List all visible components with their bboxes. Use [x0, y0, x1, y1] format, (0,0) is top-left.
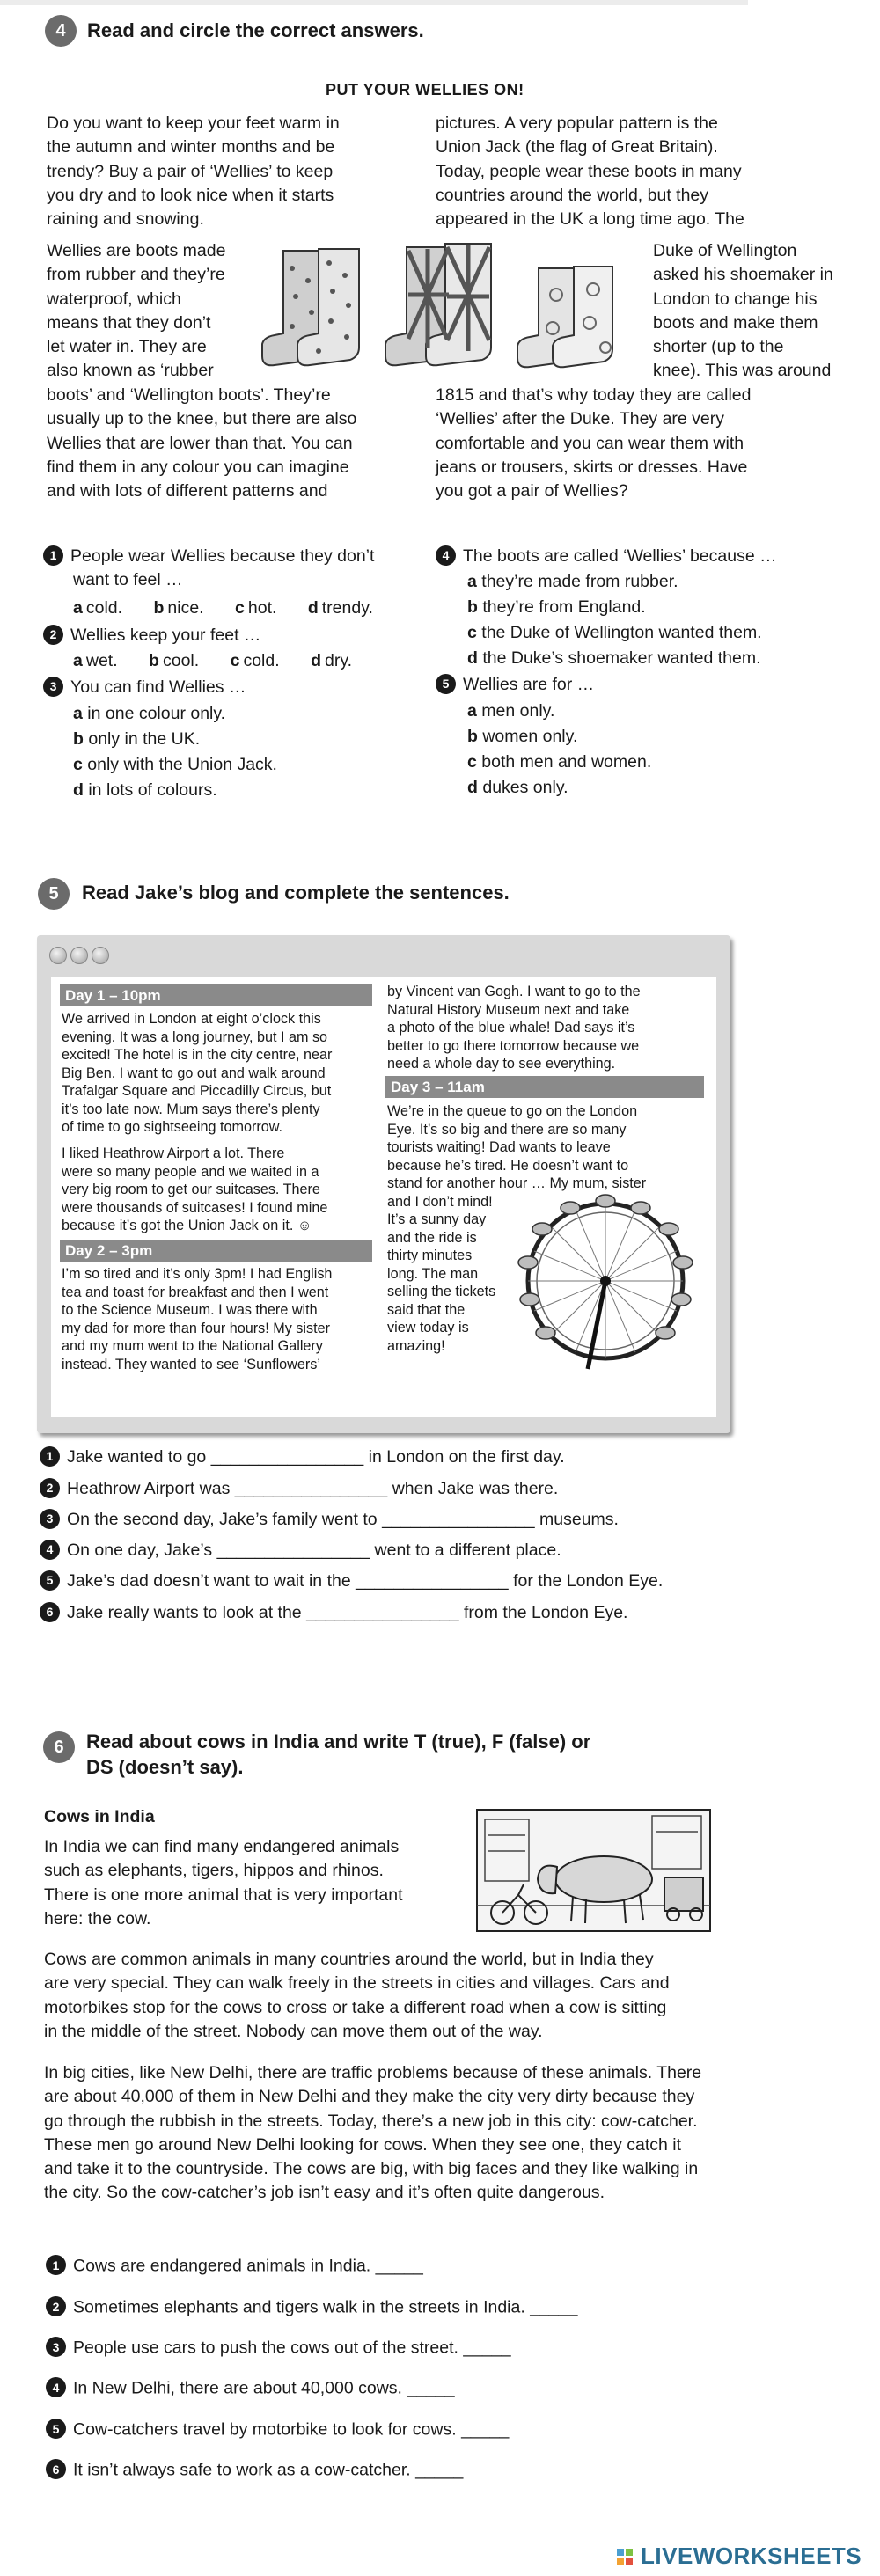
- q1-option-a[interactable]: a cold.: [73, 598, 123, 618]
- text-line: countries around the world, but they: [436, 185, 709, 205]
- statement-text: People use cars to push the cows out of the street.: [73, 2338, 458, 2358]
- day-3-narrow-text: [387, 1211, 495, 1355]
- text-line: thirty minutes: [387, 1248, 473, 1263]
- section-4-instruction: Read and circle the correct answers.: [87, 19, 424, 41]
- question-3-stem: You can find Wellies …: [70, 677, 246, 697]
- text-line: jeans or trousers, skirts or dresses. Have: [436, 457, 748, 477]
- q5-option-d[interactable]: d dukes only.: [467, 778, 568, 797]
- sentence-number: 3: [40, 1509, 60, 1529]
- text-line: I liked Heathrow Airport a lot. There: [62, 1145, 285, 1161]
- question-3-number: 3: [43, 677, 63, 697]
- wellies-left-bottom: [47, 384, 356, 503]
- text-line: trendy? Buy a pair of ‘Wellies’ to keep: [47, 161, 334, 181]
- question-3: [43, 676, 246, 699]
- sentence-number: 5: [40, 1570, 60, 1591]
- question-1-stem: People wear Wellies because they don’t: [70, 546, 375, 566]
- section-6-instruction-line-1: Read about cows in India and write T (true), F (false) or: [86, 1731, 591, 1753]
- blog-sentence-3: [40, 1508, 619, 1532]
- text-line: ‘Wellies’ after the Duke. They are very: [436, 409, 725, 429]
- statement-2: [46, 2296, 577, 2318]
- sentence-number: 4: [40, 1540, 60, 1560]
- day-3-label: Day 3 – 11am: [385, 1076, 704, 1098]
- text-line: and the ride is: [387, 1229, 477, 1246]
- text-line: you dry and to look nice when it starts: [47, 185, 334, 205]
- cows-article-title: Cows in India: [44, 1807, 155, 1826]
- day-2-label: Day 2 – 3pm: [60, 1240, 372, 1262]
- text-line: view today is: [387, 1320, 469, 1336]
- q4-option-c[interactable]: c the Duke of Wellington wanted them.: [467, 623, 762, 642]
- window-dot-3[interactable]: [92, 947, 109, 964]
- day-1-text-1: [62, 1010, 332, 1137]
- window-dot-1[interactable]: [49, 947, 67, 964]
- wellies-boots-illustration: [257, 242, 644, 383]
- text-line: amazing!: [387, 1337, 445, 1354]
- sentence-number: 6: [40, 1602, 60, 1622]
- text-line: were thousands of suitcases! I found mine: [62, 1199, 328, 1216]
- text-line: from rubber and they’re: [47, 265, 225, 285]
- text-line: need a whole day to see everything.: [387, 1056, 616, 1072]
- text-line: the autumn and winter months and be: [47, 137, 335, 157]
- cows-street-illustration: [476, 1809, 711, 1932]
- question-2-stem: Wellies keep your feet …: [70, 626, 261, 645]
- sentence-blank[interactable]: ________________: [306, 1603, 459, 1622]
- text-line: evening. It was a long journey, but I am so: [62, 1028, 328, 1045]
- sentence-after: for the London Eye.: [513, 1571, 664, 1591]
- question-4-stem: The boots are called ‘Wellies’ because …: [463, 546, 777, 566]
- q4-option-a[interactable]: a they’re made from rubber.: [467, 572, 678, 591]
- text-line: and take it to the countryside. The cows are big, with big faces and they like walking in: [44, 2159, 699, 2179]
- q1-option-c[interactable]: c hot.: [235, 598, 277, 618]
- question-1-number: 1: [43, 545, 63, 566]
- statement-number: 4: [46, 2377, 66, 2397]
- text-line: were so many people and we waited in a: [62, 1163, 319, 1180]
- statement-answer-blank[interactable]: _____: [461, 2419, 510, 2440]
- text-line: Trafalgar Square and Piccadilly Circus, but: [62, 1083, 332, 1099]
- text-line: my dad for more than four hours! My sister: [62, 1320, 330, 1336]
- text-line: raining and snowing.: [47, 209, 204, 230]
- text-line: also known as ‘rubber: [47, 361, 214, 381]
- sentence-before: Jake really wants to look at the: [67, 1603, 302, 1622]
- section-4-number: 4: [45, 15, 77, 47]
- q5-option-c[interactable]: c both men and women.: [467, 752, 652, 772]
- statement-text: Sometimes elephants and tigers walk in the streets in India.: [73, 2297, 525, 2317]
- text-line: Natural History Museum next and take: [387, 1001, 630, 1018]
- text-line: means that they don’t: [47, 312, 211, 333]
- sentence-blank[interactable]: ________________: [210, 1447, 364, 1467]
- text-line: go through the rubbish in the streets. Today, there’s a new job in this city: cow-catcher.: [44, 2111, 698, 2131]
- sentence-before: On the second day, Jake’s family went to: [67, 1510, 378, 1529]
- question-1-options: [73, 596, 400, 620]
- text-line: Big Ben. I want to go out and walk around: [62, 1065, 326, 1081]
- sentence-before: Jake wanted to go: [67, 1447, 207, 1467]
- header-top-strip: [0, 0, 748, 5]
- statement-5: [46, 2419, 509, 2441]
- statement-answer-blank[interactable]: _____: [407, 2378, 455, 2398]
- sentence-number: 1: [40, 1446, 60, 1467]
- sentence-blank[interactable]: ________________: [382, 1510, 535, 1529]
- blog-sentence-5: [40, 1570, 663, 1593]
- section-5-instruction: Read Jake’s blog and complete the sentences.: [82, 882, 510, 904]
- text-line: shorter (up to the: [653, 337, 784, 357]
- statement-answer-blank[interactable]: _____: [463, 2338, 511, 2358]
- text-line: Duke of Wellington: [653, 241, 797, 260]
- question-5-number: 5: [436, 674, 456, 694]
- sentence-blank[interactable]: ________________: [216, 1540, 370, 1560]
- wellies-left-mid: [47, 239, 225, 384]
- wellies-left-top: [47, 112, 340, 231]
- q2-option-a[interactable]: a wet.: [73, 651, 118, 670]
- q4-option-b[interactable]: b they’re from England.: [467, 597, 646, 617]
- text-line: the city. So the cow-catcher’s job isn’t easy and it’s often quite dangerous.: [44, 2183, 605, 2203]
- statement-text: Cows are endangered animals in India.: [73, 2256, 371, 2276]
- sentence-after: museums.: [539, 1510, 619, 1529]
- text-line: Today, people wear these boots in many: [436, 161, 742, 181]
- sentence-after: went to a different place.: [374, 1540, 561, 1560]
- text-line: find them in any colour you can imagine: [47, 457, 349, 477]
- footer-brand: LIVEWORKSHEETS: [641, 2543, 862, 2569]
- worksheet-logo-icon: [616, 2546, 637, 2567]
- statement-number: 2: [46, 2296, 66, 2316]
- text-line: of time to go sightseeing tomorrow.: [62, 1119, 283, 1135]
- wellies-right-bottom: [436, 384, 751, 503]
- text-line: It’s a sunny day: [387, 1211, 487, 1227]
- day-1-text-2: [62, 1145, 327, 1235]
- day-1-label: Day 1 – 10pm: [60, 984, 372, 1006]
- blog-sentence-4: [40, 1539, 561, 1562]
- wellies-right-mid: [653, 239, 833, 384]
- text-line: because he’s tired. He doesn’t want to: [387, 1157, 629, 1174]
- sentence-after: when Jake was there.: [392, 1479, 559, 1498]
- question-2-options: [73, 649, 378, 673]
- text-line: long. The man: [387, 1265, 479, 1282]
- statement-1: [46, 2255, 423, 2277]
- statement-answer-blank[interactable]: _____: [415, 2460, 464, 2480]
- text-line: by Vincent van Gogh. I want to go to the: [387, 984, 641, 999]
- q4-option-d[interactable]: d the Duke’s shoemaker wanted them.: [467, 648, 761, 668]
- statement-3: [46, 2337, 511, 2359]
- q1-option-d[interactable]: d trendy.: [307, 598, 373, 618]
- statement-number: 1: [46, 2255, 66, 2275]
- text-line: selling the tickets: [387, 1284, 496, 1299]
- q3-option-a[interactable]: a in one colour only.: [73, 704, 226, 723]
- q3-option-c[interactable]: c only with the Union Jack.: [73, 755, 277, 774]
- text-line: you got a pair of Wellies?: [436, 481, 628, 501]
- liveworksheets-logo[interactable]: [616, 2543, 862, 2570]
- blog-sentence-6: [40, 1601, 627, 1625]
- sentence-before: On one day, Jake’s: [67, 1540, 213, 1560]
- day-2-text: [62, 1265, 332, 1373]
- statement-answer-blank[interactable]: _____: [375, 2256, 423, 2276]
- blog-window: [37, 935, 730, 1433]
- q2-option-d[interactable]: d dry.: [311, 651, 353, 670]
- text-line: boots and make them: [653, 312, 818, 333]
- q2-option-b[interactable]: b cool.: [149, 651, 200, 670]
- section-5-number: 5: [38, 878, 70, 910]
- q5-option-a[interactable]: a men only.: [467, 701, 555, 721]
- statement-text: In New Delhi, there are about 40,000 cows.: [73, 2378, 402, 2398]
- text-line: excited! The hotel is in the city centre, near: [62, 1047, 333, 1063]
- statement-6: [46, 2459, 463, 2481]
- sentence-after: in London on the first day.: [368, 1447, 565, 1467]
- text-line: are very special. They can walk freely in the streets in cities and villages. Cars and: [44, 1973, 670, 1994]
- text-line: stand for another hour … My mum, sister: [387, 1175, 647, 1191]
- text-line: motorbikes stop for the cows to cross or take a different road when a cow is sitting: [44, 1997, 667, 2017]
- text-line: tourists waiting! Dad wants to leave: [387, 1139, 611, 1155]
- q2-option-c[interactable]: c cold.: [230, 651, 280, 670]
- wellies-right-top: [436, 112, 744, 231]
- statement-text: It isn’t always safe to work as a cow-catcher.: [73, 2460, 411, 2480]
- sentence-number: 2: [40, 1478, 60, 1498]
- question-2: [43, 624, 260, 648]
- text-line: Wellies that are lower than that. You can: [47, 433, 353, 453]
- question-4-number: 4: [436, 545, 456, 566]
- section-6-number: 6: [43, 1731, 75, 1763]
- statement-number: 6: [46, 2459, 66, 2479]
- q5-option-b[interactable]: b women only.: [467, 727, 578, 746]
- question-5: [436, 673, 594, 697]
- text-line: such as elephants, tigers, hippos and rhinos.: [44, 1861, 384, 1881]
- london-eye-illustration: [509, 1189, 702, 1373]
- q3-option-d[interactable]: d in lots of colours.: [73, 780, 217, 800]
- text-line: a photo of the blue whale! Dad says it’s: [387, 1020, 635, 1036]
- text-line: and I don’t mind!: [387, 1193, 493, 1210]
- sentence-before: Heathrow Airport was: [67, 1479, 231, 1498]
- text-line: tea and toast for breakfast and then I went: [62, 1284, 329, 1300]
- sentence-blank[interactable]: ________________: [356, 1571, 509, 1591]
- text-line: and my mum went to the National Gallery: [62, 1338, 323, 1354]
- text-line: and with lots of different patterns and: [47, 481, 328, 501]
- statement-text: Cow-catchers travel by motorbike to look for cows.: [73, 2419, 457, 2440]
- text-line: appeared in the UK a long time ago. The: [436, 209, 744, 230]
- text-line: pictures. A very popular pattern is the: [436, 113, 718, 133]
- statement-4: [46, 2377, 455, 2399]
- text-line: better to go there tomorrow because we: [387, 1037, 640, 1054]
- text-line: comfortable and you can wear them with: [436, 433, 744, 453]
- text-line: because it’s got the Union Jack on it. ☺: [62, 1218, 312, 1233]
- cows-paragraph-3: [44, 2061, 701, 2206]
- article-title-wellies: PUT YOUR WELLIES ON!: [326, 81, 524, 99]
- blog-sentence-2: [40, 1477, 558, 1501]
- q1-option-b[interactable]: b nice.: [153, 598, 204, 618]
- question-1-stem-cont: want to feel …: [73, 570, 183, 589]
- text-line: Do you want to keep your feet warm in: [47, 113, 340, 133]
- text-line: There is one more animal that is very important: [44, 1884, 403, 1905]
- text-line: to the Science Museum. I was there with: [62, 1302, 318, 1318]
- text-line: boots’ and ‘Wellington boots’. They’re: [47, 385, 331, 405]
- question-4: [436, 545, 777, 568]
- text-line: We arrived in London at eight o’clock this: [62, 1011, 321, 1027]
- text-line: These men go around New Delhi looking for cows. When they see one, they catch it: [44, 2134, 682, 2155]
- text-line: Union Jack (the flag of Great Britain).: [436, 137, 718, 157]
- text-line: said that the: [387, 1301, 466, 1318]
- text-line: it’s too late now. Mum says there’s plenty: [62, 1101, 320, 1117]
- text-line: very big room to get our suitcases. There: [62, 1182, 320, 1197]
- statement-number: 3: [46, 2337, 66, 2357]
- text-line: Wellies are boots made: [47, 241, 226, 260]
- text-line: in the middle of the street. Nobody can move them out of the way.: [44, 2021, 543, 2041]
- text-line: In India we can find many endangered animals: [44, 1837, 400, 1856]
- cows-paragraph-2: [44, 1948, 670, 2044]
- text-line: Cows are common animals in many countries around the world, but in India they: [44, 1950, 654, 1969]
- text-line: In big cities, like New Delhi, there are traffic problems because of these animals. There: [44, 2063, 702, 2082]
- window-dot-2[interactable]: [70, 947, 88, 964]
- blog-sentence-1: [40, 1445, 565, 1469]
- text-line: instead. They wanted to see ‘Sunflowers’: [62, 1356, 320, 1372]
- q3-option-b[interactable]: b only in the UK.: [73, 729, 201, 749]
- blog-content: [51, 977, 716, 1417]
- question-2-number: 2: [43, 625, 63, 645]
- statement-number: 5: [46, 2419, 66, 2439]
- text-line: asked his shoemaker in: [653, 265, 833, 285]
- text-line: are about 40,000 of them in New Delhi and they make the city very dirty because they: [44, 2087, 695, 2107]
- section-6-instruction-line-2: DS (doesn’t say).: [86, 1756, 244, 1778]
- sentence-before: Jake’s dad doesn’t want to wait in the: [67, 1571, 351, 1591]
- cows-intro: [44, 1835, 403, 1931]
- sentence-after: from the London Eye.: [464, 1603, 628, 1622]
- question-5-stem: Wellies are for …: [463, 675, 595, 694]
- question-1: [43, 545, 374, 568]
- text-line: I’m so tired and it’s only 3pm! I had English: [62, 1266, 333, 1282]
- text-line: London to change his: [653, 289, 818, 309]
- sentence-blank[interactable]: ________________: [234, 1479, 388, 1498]
- text-line: Eye. It’s so big and there are so many: [387, 1121, 627, 1138]
- text-line: We’re in the queue to go on the London: [387, 1103, 638, 1119]
- text-line: knee). This was around: [653, 361, 832, 381]
- text-line: 1815 and that’s why today they are called: [436, 385, 752, 405]
- column-2-text: [387, 983, 641, 1073]
- statement-answer-blank[interactable]: _____: [530, 2297, 578, 2317]
- text-line: usually up to the knee, but there are also: [47, 409, 357, 429]
- text-line: here: the cow.: [44, 1908, 151, 1928]
- text-line: let water in. They are: [47, 337, 207, 357]
- text-line: waterproof, which: [47, 289, 181, 309]
